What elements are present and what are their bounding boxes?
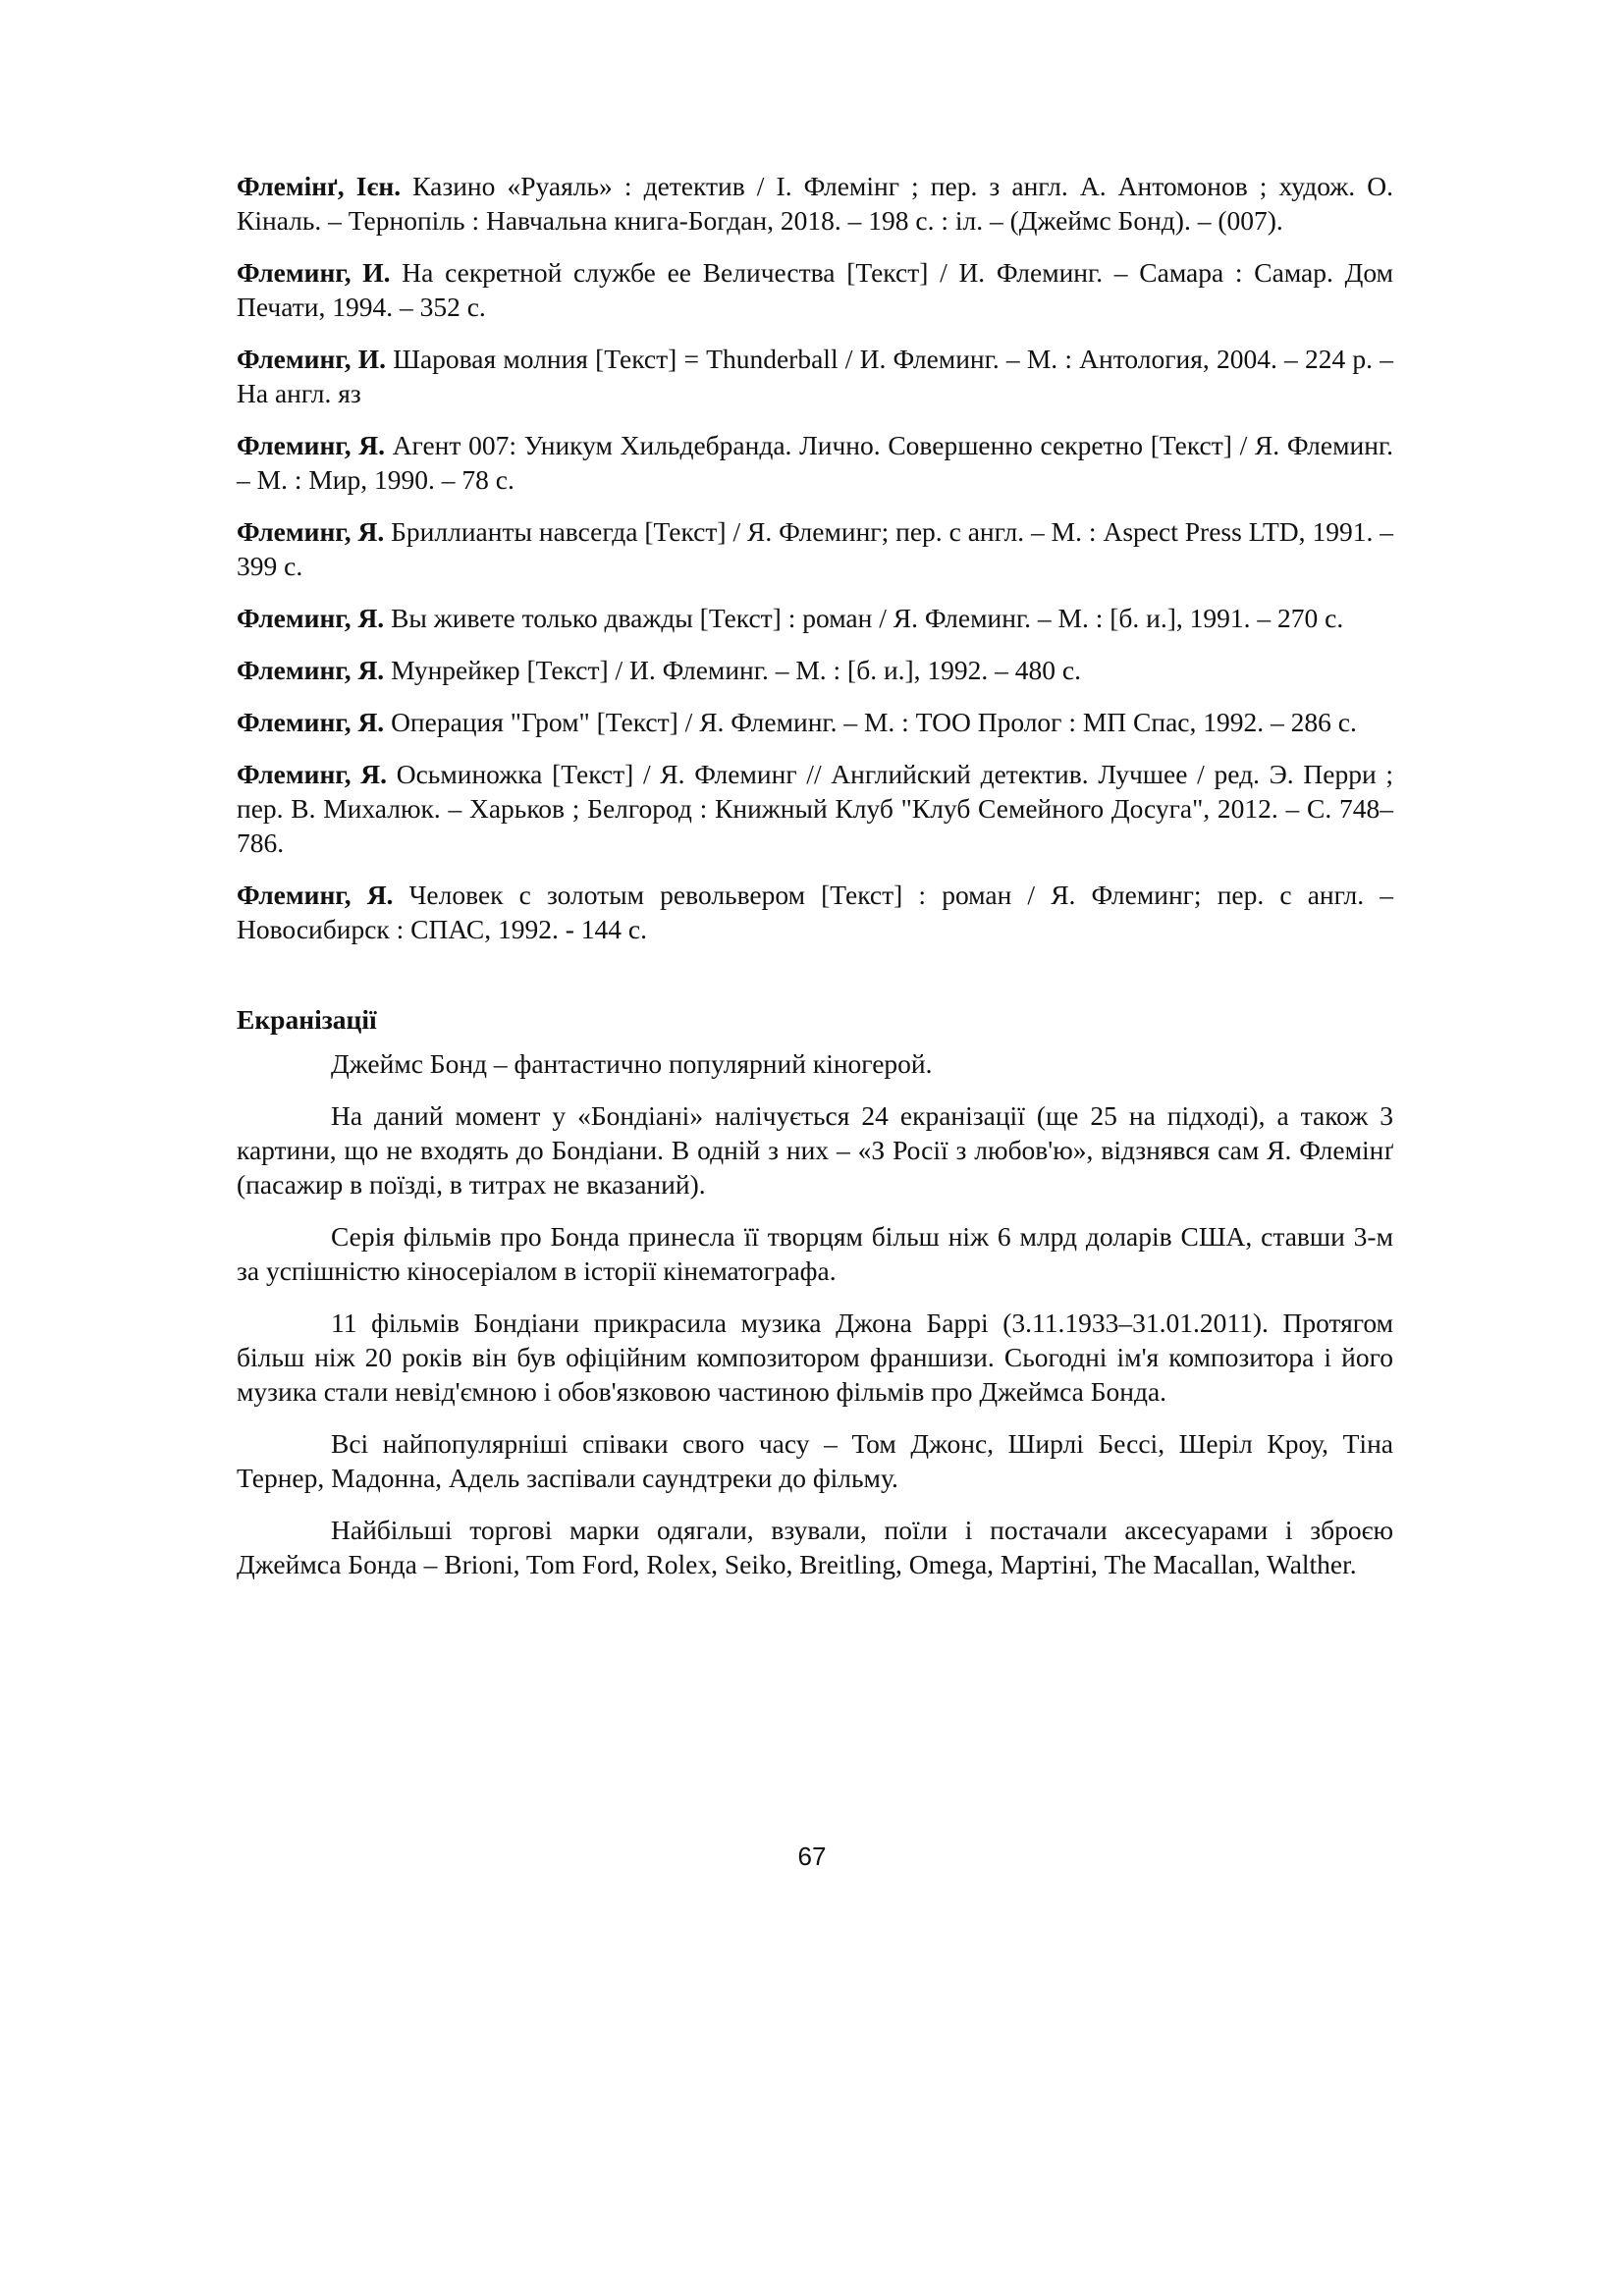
bibliography-entry bbox=[237, 428, 1393, 497]
bibliography-entry bbox=[237, 169, 1393, 238]
bibliography-entry bbox=[237, 514, 1393, 583]
bibliography-text: Казино «Руаяль» : детектив / І. Флемінг ; пер. з англ. А. Антомонов ; худож. О. Кіналь. – Тернопіль : Навчальна книга-Богдан, 2018. – 198 с. : іл. – (Джеймс Бонд). – (007). bbox=[237, 171, 1394, 236]
bibliography-text: Вы живете только дважды [Текст] : роман / Я. Флеминг. – М. : [б. и.], 1991. – 270 с. bbox=[384, 603, 1344, 633]
bibliography-text: Осьминожка [Текст] / Я. Флеминг // Английский детектив. Лучшее / ред. Э. Перри ; пер. В. Михалюк. – Харьков ; Белгород : Книжный Клуб "Клуб Семейного Досуга", 2012. – С. 748–786. bbox=[237, 759, 1394, 858]
bibliography-text: Шаровая молния [Текст] = Thunderball / И. Флеминг. – М. : Антология, 2004. – 224 р. – На англ. яз bbox=[237, 344, 1393, 408]
bibliography-text: Человек с золотым револьвером [Текст] : роман / Я. Флеминг; пер. с англ. – Новосибирск : СПАС, 1992. - 144 с. bbox=[237, 880, 1393, 944]
section-paragraph: Найбільші торгові марки одягали, взували, поїли і постачали аксесуарами і зброєю Джеймса Бонда – Brioni, Tom Ford, Rolex, Seiko, Breitling, Omega, Мартіні, The Macallan, Walther. bbox=[237, 1515, 1393, 1579]
bibliography-text: На секретной службе ее Величества [Текст] / И. Флеминг. – Самара : Самар. Дом Печати, 1994. – 352 с. bbox=[237, 257, 1393, 322]
bibliography-author: Флеминг, Я. bbox=[237, 707, 385, 737]
section-paragraph: 11 фільмів Бондіани прикрасила музика Джона Баррі (3.11.1933–31.01.2011). Протягом більш ніж 20 років він був офіційним композитором франшизи. Сьогодні ім'я композитора і його музика стали невід'ємною і обов'язковою частиною фільмів про Джеймса Бонда. bbox=[237, 1308, 1393, 1407]
bibliography-entry bbox=[237, 757, 1393, 860]
section-paragraph: Всі найпопулярніші співаки свого часу – Том Джонс, Ширлі Бессі, Шеріл Кроу, Тіна Тернер, Мадонна, Адель заспівали саундтреки до фільму. bbox=[237, 1428, 1393, 1493]
bibliography-entry bbox=[237, 705, 1393, 739]
bibliography-author: Флеминг, Я. bbox=[237, 430, 385, 460]
bibliography-text: Агент 007: Уникум Хильдебранда. Лично. Совершенно секретно [Текст] / Я. Флеминг. – М. : Мир, 1990. – 78 с. bbox=[237, 430, 1393, 495]
page-number: 67 bbox=[797, 1842, 827, 1871]
bibliography-author: Флеминг, Я. bbox=[237, 516, 385, 547]
bibliography-text: Операция "Гром" [Текст] / Я. Флеминг. – М. : ТОО Пролог : МП Спас, 1992. – 286 с. bbox=[384, 707, 1357, 737]
bibliography-author: Флеминг, Я. bbox=[237, 655, 385, 685]
bibliography-author: Флеминг, Я. bbox=[237, 880, 394, 910]
section-paragraph: На даний момент у «Бондіані» налічується 24 екранізації (ще 25 на підході), а також 3 картини, що не входять до Бондіани. В одній з них – «З Росії з любов'ю», відзнявся сам Я. Флемінґ (пасажир в поїзді, в титрах не вказаний). bbox=[237, 1100, 1393, 1200]
section-paragraph: Джеймс Бонд – фантастично популярний кіногерой. bbox=[331, 1048, 933, 1079]
bibliography-author: Флеминг, Я. bbox=[237, 759, 388, 789]
bibliography-text: Бриллианты навсегда [Текст] / Я. Флеминг; пер. с англ. – М. : Aspect Press LTD, 1991. – 399 с. bbox=[237, 516, 1393, 581]
bibliography-entry bbox=[237, 653, 1393, 687]
bibliography-author: Флеминг, И. bbox=[237, 257, 391, 288]
bibliography-author: Флеминг, И. bbox=[237, 344, 387, 374]
section-paragraph: Серія фільмів про Бонда принесла її творцям більш ніж 6 млрд доларів США, ставши 3-м за успішністю кіносеріалом в історії кінематографа. bbox=[237, 1221, 1393, 1286]
bibliography-list bbox=[237, 169, 1393, 946]
section-heading: Екранізації bbox=[237, 1004, 377, 1035]
bibliography-entry bbox=[237, 255, 1393, 324]
bibliography-author: Флемінґ, Ієн. bbox=[237, 171, 402, 201]
bibliography-entry bbox=[237, 342, 1393, 410]
adaptations-section bbox=[237, 1002, 1393, 1581]
page-content bbox=[237, 169, 1393, 1599]
bibliography-text: Мунрейкер [Текст] / И. Флеминг. – М. : [б. и.], 1992. – 480 с. bbox=[384, 655, 1082, 685]
bibliography-entry bbox=[237, 601, 1393, 635]
bibliography-author: Флеминг, Я. bbox=[237, 603, 385, 633]
bibliography-entry bbox=[237, 878, 1393, 946]
